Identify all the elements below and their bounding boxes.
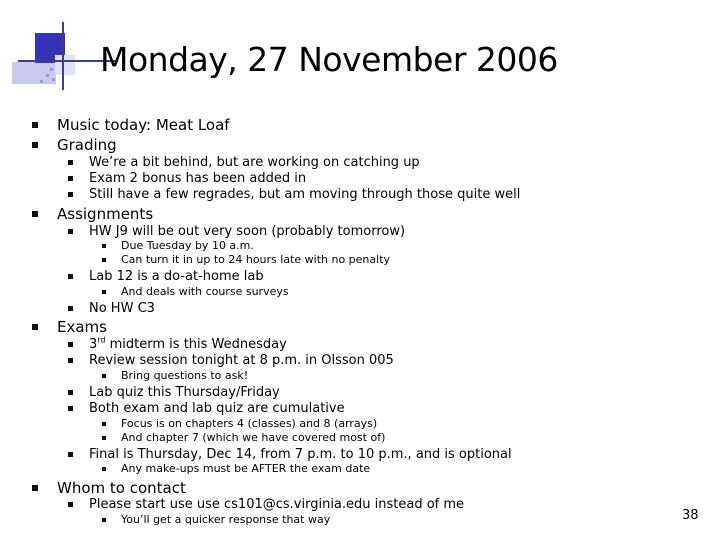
decorative-square-light bbox=[12, 62, 56, 84]
decorative-square-pale bbox=[55, 55, 75, 75]
square-bullet-icon bbox=[102, 518, 106, 522]
midterm-text: midterm is this Wednesday bbox=[105, 337, 287, 352]
square-bullet-icon bbox=[32, 211, 38, 217]
square-bullet-icon bbox=[68, 160, 73, 165]
bullet-text: Still have a few regrades, but am moving through those quite well bbox=[89, 187, 521, 202]
page-number: 38 bbox=[682, 508, 699, 523]
square-bullet-icon bbox=[102, 244, 106, 248]
decorative-vertical-line bbox=[62, 22, 64, 90]
square-bullet-icon bbox=[102, 422, 106, 426]
bullet-text: Lab quiz this Thursday/Friday bbox=[89, 385, 280, 400]
decorative-dot bbox=[46, 74, 49, 77]
square-bullet-icon bbox=[102, 374, 106, 378]
square-bullet-icon bbox=[32, 142, 38, 148]
bullet-text: Both exam and lab quiz are cumulative bbox=[89, 401, 345, 416]
square-bullet-icon bbox=[68, 358, 73, 363]
bullet-text: Lab 12 is a do-at-home lab bbox=[89, 269, 264, 284]
bullet-text: Can turn it in up to 24 hours late with no penalty bbox=[121, 253, 391, 266]
bullet-text: No HW C3 bbox=[89, 301, 155, 316]
square-bullet-icon bbox=[68, 176, 73, 181]
midterm-ordinal: rd bbox=[97, 335, 106, 345]
bullet-text: Whom to contact bbox=[57, 479, 186, 497]
bullet-text: Please start use use cs101@cs.virginia.edu instead of me bbox=[89, 497, 465, 512]
decorative-dot bbox=[52, 78, 55, 81]
decorative-dot bbox=[50, 68, 53, 71]
bullet-text: Focus is on chapters 4 (classes) and 8 (arrays) bbox=[121, 417, 378, 430]
bullet-text bbox=[89, 336, 287, 353]
bullet-text: Assignments bbox=[57, 205, 154, 223]
bullet-text: Review session tonight at 8 p.m. in Olsson 005 bbox=[89, 353, 394, 368]
square-bullet-icon bbox=[68, 274, 73, 279]
square-bullet-icon bbox=[68, 452, 73, 457]
square-bullet-icon bbox=[68, 502, 73, 507]
square-bullet-icon bbox=[32, 122, 38, 128]
bullet-text: Bring questions to ask! bbox=[121, 369, 249, 382]
bullet-text: Any make-ups must be AFTER the exam date bbox=[121, 462, 371, 475]
bullet-text: You’ll get a quicker response that way bbox=[121, 513, 331, 526]
slide-title: Monday, 27 November 2006 bbox=[100, 40, 558, 79]
square-bullet-icon bbox=[68, 406, 73, 411]
bullet-text: Final is Thursday, Dec 14, from 7 p.m. to 10 p.m., and is optional bbox=[89, 447, 512, 462]
square-bullet-icon bbox=[68, 306, 73, 311]
bullet-text: HW J9 will be out very soon (probably tomorrow) bbox=[89, 224, 406, 239]
bullet-text: And chapter 7 (which we have covered most of) bbox=[121, 431, 386, 444]
bullet-text: Due Tuesday by 10 a.m. bbox=[121, 239, 254, 252]
bullet-text: Exam 2 bonus has been added in bbox=[89, 171, 307, 186]
square-bullet-icon bbox=[68, 192, 73, 197]
square-bullet-icon bbox=[102, 436, 106, 440]
square-bullet-icon bbox=[102, 290, 106, 294]
square-bullet-icon bbox=[68, 342, 73, 347]
decorative-dot bbox=[40, 80, 43, 83]
bullet-text: And deals with course surveys bbox=[121, 285, 289, 298]
square-bullet-icon bbox=[68, 390, 73, 395]
bullet-text: Exams bbox=[57, 318, 107, 336]
bullet-text: We’re a bit behind, but are working on catching up bbox=[89, 155, 420, 170]
bullet-text: Music today: Meat Loaf bbox=[57, 116, 230, 134]
midterm-number: 3 bbox=[89, 337, 98, 352]
square-bullet-icon bbox=[68, 229, 73, 234]
square-bullet-icon bbox=[32, 485, 38, 491]
square-bullet-icon bbox=[102, 467, 106, 471]
square-bullet-icon bbox=[102, 258, 106, 262]
square-bullet-icon bbox=[32, 324, 38, 330]
bullet-text: Grading bbox=[57, 136, 117, 154]
